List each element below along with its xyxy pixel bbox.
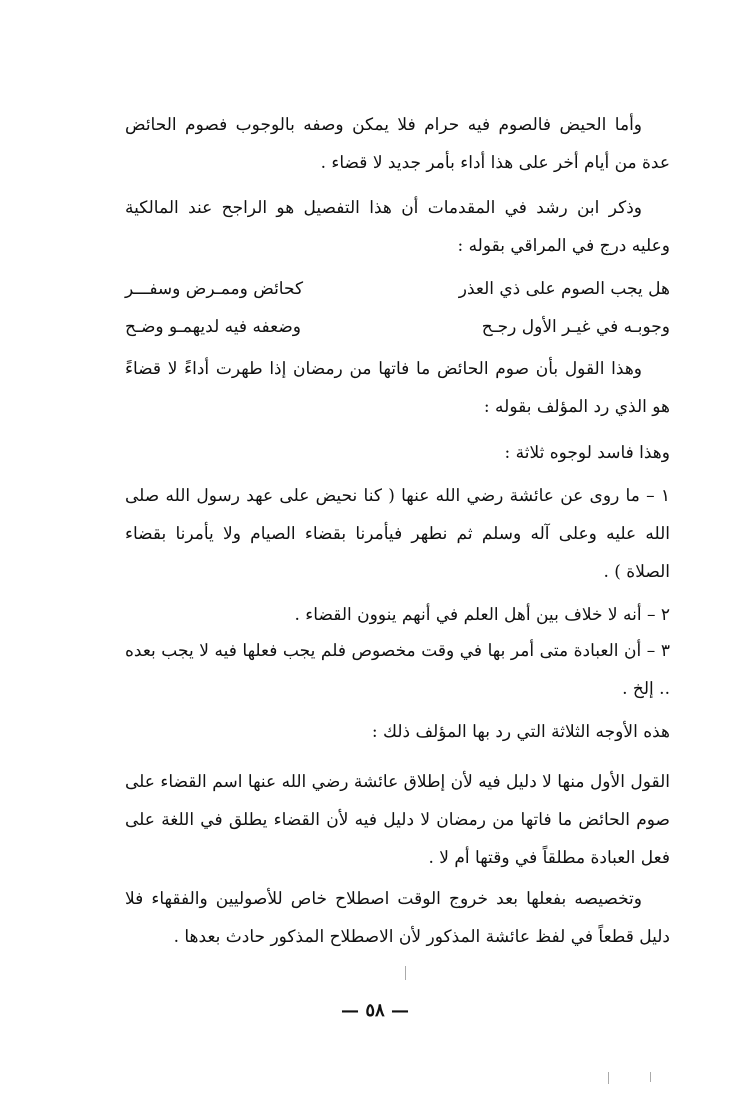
paragraph-reason-3 xyxy=(125,632,670,708)
verse-hemistich-right: وجوبـه في غيـر الأول رجـح xyxy=(481,317,670,337)
paragraph-text: ٢ – أنه لا خلاف بين أهل العلم في أنهم ينوون القضاء . xyxy=(294,605,670,625)
verse-hemistich-right: هل يجب الصوم على ذي العذر xyxy=(458,279,670,299)
page-number: — ٥٨ — xyxy=(341,1000,409,1021)
paragraph-text: ٣ – أن العبادة متى أمر بها في وقت مخصوص فلم يجب فعلها فيه لا يجب بعده .. إلخ . xyxy=(125,641,670,699)
verse-hemistich-left: كحائض وممـرض وسفـــر xyxy=(125,279,304,299)
paragraph-text: ١ – ما روى عن عائشة رضي الله عنها ( كنا نحيض على عهد رسول الله صلى الله عليه وعلى آله وسلم ثم نطهر فيأمرنا بقضاء الصيام ولا يأمرنا بقضاء الصلاة ) . xyxy=(125,486,670,582)
scan-mark xyxy=(405,966,406,980)
paragraph-text: وهذا القول بأن صوم الحائض ما فاتها من رمضان إذا طهرت أداءً لا قضاءً هو الذي رد المؤلف بقوله : xyxy=(125,359,670,417)
paragraph-first-opinion xyxy=(125,763,670,877)
paragraph-text: وأما الحيض فالصوم فيه حرام فلا يمكن وصفه بالوجوب فصوم الحائض عدة من أيام أخر على هذا أداء بأمر جديد لا قضاء . xyxy=(125,115,670,173)
paragraph-text: وهذا فاسد لوجوه ثلاثة : xyxy=(504,443,670,463)
paragraph-text: وتخصيصه بفعلها بعد خروج الوقت اصطلاح خاص للأصوليين والفقهاء فلا دليل قطعاً في لفظ عائشة المذكور لأن الاصطلاح المذكور حادث بعدها . xyxy=(125,889,670,947)
paragraph-reason-2 xyxy=(125,596,670,634)
paragraph-ibn-rushd xyxy=(125,189,670,265)
paragraph-three-aspects xyxy=(125,713,670,751)
verse-line-2 xyxy=(125,308,670,346)
verse-hemistich-left: وضعفه فيه لديهمـو وضـح xyxy=(125,317,302,337)
paragraph-specification xyxy=(125,880,670,956)
paragraph-text: هذه الأوجه الثلاثة التي رد بها المؤلف ذلك : xyxy=(371,722,670,742)
paragraph-menstruation xyxy=(125,106,670,182)
paragraph-text: القول الأول منها لا دليل فيه لأن إطلاق عائشة رضي الله عنها اسم القضاء على صوم الحائض ما فاتها من رمضان لا دليل فيه لأن القضاء يطلق في اللغة على فعل العبادة مطلقاً في وقتها أم لا . xyxy=(125,772,670,868)
scan-mark xyxy=(608,1072,609,1084)
scan-mark xyxy=(650,1072,651,1082)
paragraph-text: وذكر ابن رشد في المقدمات أن هذا التفصيل هو الراجح عند المالكية وعليه درج في المراقي بقوله : xyxy=(125,198,670,256)
paragraph-reason-1 xyxy=(125,477,670,591)
paragraph-three-reasons xyxy=(125,434,670,472)
verse-block xyxy=(125,270,670,346)
verse-line-1 xyxy=(125,270,670,308)
paragraph-author-reply xyxy=(125,350,670,426)
